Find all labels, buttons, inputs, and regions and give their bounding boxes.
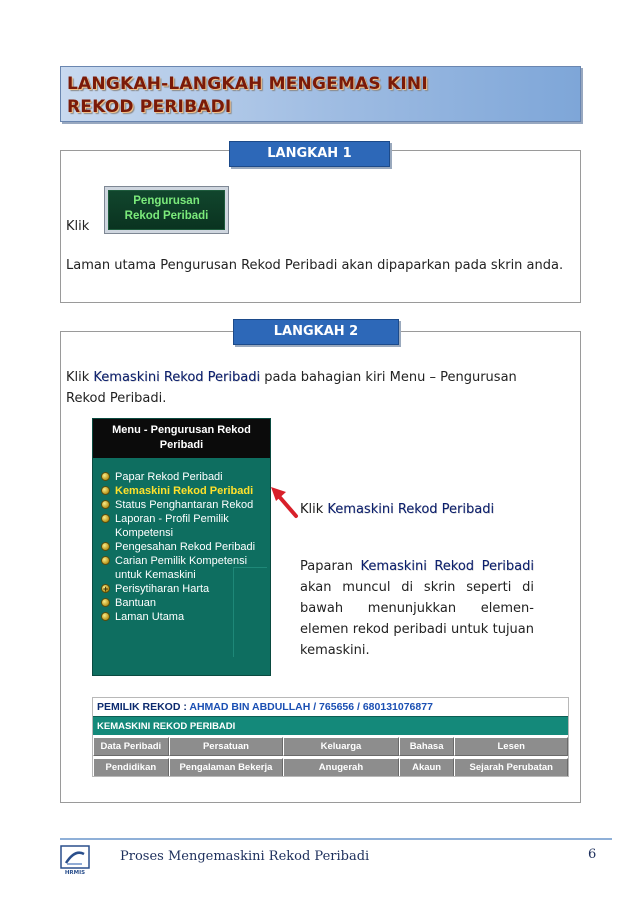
menu-item[interactable] (93, 512, 270, 540)
instruction-prefix: Klik (66, 370, 94, 385)
bullet-icon (101, 556, 110, 565)
menu-item[interactable] (93, 540, 270, 554)
para-prefix: Paparan (300, 559, 361, 574)
menu-panel (92, 418, 271, 676)
instruction-suffix: pada bahagian kiri Menu – Pengurusan Rekod Peribadi. (66, 370, 517, 406)
step1-klik-text: Klik (66, 219, 90, 234)
bullet-icon (101, 472, 110, 481)
bullet-icon (101, 514, 110, 523)
bullet-icon (101, 500, 110, 509)
menu-item[interactable] (93, 498, 270, 512)
tab-data-peribadi[interactable]: Data Peribadi (93, 737, 169, 756)
button-label-line-1: Pengurusan (133, 195, 200, 207)
callout-link: Kemaskini Rekod Peribadi (327, 502, 495, 517)
callout-prefix: Klik (300, 502, 328, 517)
footer-title: Proses Mengemaskini Rekod Peribadi (120, 849, 370, 864)
callout-paragraph (300, 556, 534, 661)
kemaskini-section-title: KEMASKINI REKOD PERIBADI (93, 716, 568, 735)
tab-persatuan[interactable]: Persatuan (169, 737, 284, 756)
pointer-arrow-icon (268, 484, 300, 520)
circuit-decoration (233, 567, 267, 657)
step1-badge: LANGKAH 1 (229, 141, 390, 167)
tab-row-1 (93, 737, 568, 756)
logo-text: HRMIS (64, 870, 86, 875)
menu-item-label: Papar Rekod Peribadi (115, 471, 223, 483)
menu-item-label: Status Penghantaran Rekod (115, 499, 254, 511)
page-title-line-1: LANGKAH-LANGKAH MENGEMAS KINI (67, 74, 428, 94)
bullet-icon (101, 486, 110, 495)
bullet-icon (101, 598, 110, 607)
tab-row-2 (93, 758, 568, 777)
menu-item-label: Laman Utama (115, 611, 185, 623)
tab-keluarga[interactable]: Keluarga (283, 737, 399, 756)
bullet-icon (101, 612, 110, 621)
menu-header: Menu - Pengurusan Rekod Peribadi (93, 419, 270, 458)
tab-anugerah[interactable]: Anugerah (283, 758, 399, 777)
menu-item-label: Bantuan (115, 597, 156, 609)
menu-item[interactable] (93, 484, 270, 498)
step2-badge: LANGKAH 2 (233, 319, 399, 345)
tab-pengalaman-bekerja[interactable]: Pengalaman Bekerja (169, 758, 284, 777)
plus-bullet-icon (101, 584, 110, 593)
step1-description: Laman utama Pengurusan Rekod Peribadi akan dipaparkan pada skrin anda. (66, 258, 564, 273)
hrmis-logo (60, 845, 90, 875)
menu-item[interactable] (93, 470, 270, 484)
page-number: 6 (588, 847, 597, 862)
menu-item-label: Kemaskini Rekod Peribadi (115, 485, 254, 497)
page-title-line-2: REKOD PERIBADI (67, 97, 232, 117)
tab-bahasa[interactable]: Bahasa (399, 737, 455, 756)
instruction-link: Kemaskini Rekod Peribadi (93, 370, 261, 385)
menu-item-label: Pengesahan Rekod Peribadi (115, 541, 256, 553)
callout-label (300, 500, 494, 520)
kemaskini-rekod-screenshot (92, 697, 569, 777)
bullet-icon (101, 542, 110, 551)
pengurusan-rekod-peribadi-button[interactable] (104, 186, 229, 234)
title-banner (60, 66, 581, 122)
menu-item-label: Carian Pemilik Kompetensi untuk Kemaskini (115, 555, 248, 581)
owner-label: PEMILIK REKOD : (97, 701, 187, 713)
tab-sejarah-perubatan[interactable]: Sejarah Perubatan (454, 758, 568, 777)
menu-item-label: Perisytiharan Harta (115, 583, 210, 595)
tab-pendidikan[interactable]: Pendidikan (93, 758, 169, 777)
tab-akaun[interactable]: Akaun (399, 758, 455, 777)
para-suffix: akan muncul di skrin seperti di bawah menunjukkan elemen-elemen rekod peribadi untuk tujuan kemaskini. (300, 580, 534, 658)
tab-lesen[interactable]: Lesen (454, 737, 568, 756)
step2-instruction (66, 367, 536, 409)
owner-value: AHMAD BIN ABDULLAH / 765656 / 680131076877 (189, 701, 433, 713)
button-label-line-2: Rekod Peribadi (124, 210, 209, 222)
owner-row (93, 698, 568, 716)
footer-rule (60, 838, 612, 840)
menu-item-label: Laporan - Profil Pemilik Kompetensi (115, 513, 229, 539)
para-link: Kemaskini Rekod Peribadi (360, 559, 534, 574)
